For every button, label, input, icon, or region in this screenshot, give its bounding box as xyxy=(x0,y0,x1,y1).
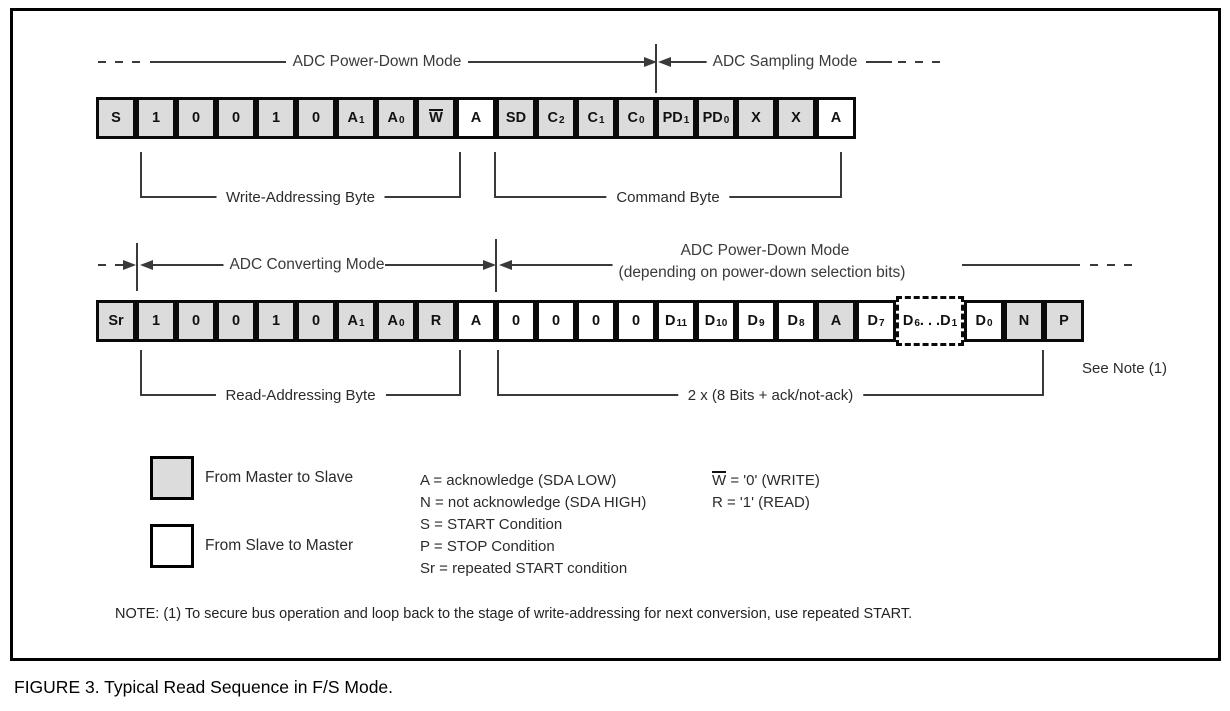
row1-left-line xyxy=(150,61,286,63)
bit-cell-x: X xyxy=(736,97,776,139)
bit-cell-0: 0 xyxy=(496,300,536,342)
row2-mode-right-label-line1: ADC Power-Down Mode xyxy=(675,242,856,260)
definition-s: S = START Condition xyxy=(420,516,563,533)
bit-cell-0: 0 xyxy=(536,300,576,342)
row2-mode-right-label-line2: (depending on power-down selection bits) xyxy=(613,264,912,282)
row1-right-line xyxy=(866,61,892,63)
definition-n: N = not acknowledge (SDA HIGH) xyxy=(420,494,647,511)
bit-cell-a1: A 1 xyxy=(336,300,376,342)
note-text: NOTE: (1) To secure bus operation and loop back to the stage of write-addressing for next conversion, use repeated START. xyxy=(115,606,913,622)
read-addressing-label: Read-Addressing Byte xyxy=(215,387,385,404)
bit-cell-c2: C 2 xyxy=(536,97,576,139)
row1-right-dash-line xyxy=(898,61,940,63)
legend-master-to-slave-swatch xyxy=(150,456,194,500)
bit-cell-a: A xyxy=(456,97,496,139)
row2-tick2 xyxy=(495,239,497,292)
read-addressing-bracket xyxy=(140,350,461,404)
row1-byte-cells xyxy=(96,97,856,139)
bit-cell-a0: A 0 xyxy=(376,300,416,342)
row1-left-dash-line xyxy=(98,61,146,63)
bit-cell-1: 1 xyxy=(256,97,296,139)
row1-left-arrowhead-icon xyxy=(658,57,671,67)
definition-r: R = '1' (READ) xyxy=(712,494,810,511)
row2-left-dash-line xyxy=(98,264,124,266)
row2-tick1-right-arrowhead-icon xyxy=(123,260,136,270)
legend-slave-to-master-label: From Slave to Master xyxy=(205,537,354,554)
see-note-label: See Note (1) xyxy=(1082,360,1168,377)
definition-w: W = '0' (WRITE) xyxy=(712,472,820,489)
bit-cell-1: 1 xyxy=(136,300,176,342)
bit-cell-a0: A 0 xyxy=(376,97,416,139)
row2-tick1 xyxy=(136,243,138,291)
definition-sr: Sr = repeated START condition xyxy=(420,560,628,577)
bit-cell-a: A xyxy=(456,300,496,342)
legend-slave-to-master-swatch xyxy=(150,524,194,568)
bit-cell-0: 0 xyxy=(216,97,256,139)
legend-master-to-slave-label: From Master to Slave xyxy=(205,469,354,486)
w-overline: W xyxy=(712,472,727,489)
bit-cell-0: 0 xyxy=(176,300,216,342)
command-byte-label: Command Byte xyxy=(606,189,729,206)
data-bits-label: 2 x (8 Bits + ack/not-ack) xyxy=(678,387,863,404)
bit-cell-1: 1 xyxy=(256,300,296,342)
row2-powerdown-left-line xyxy=(511,264,627,266)
bit-cell-d0: D 0 xyxy=(964,300,1004,342)
bit-cell-a1: A 1 xyxy=(336,97,376,139)
bit-cell-a: A xyxy=(816,97,856,139)
bit-cell-d8: D 8 xyxy=(776,300,816,342)
bit-cell-c1: C 1 xyxy=(576,97,616,139)
bit-cell-1: 1 xyxy=(136,97,176,139)
row1-mode-right-label: ADC Sampling Mode xyxy=(707,53,864,71)
row1-mode-left-label: ADC Power-Down Mode xyxy=(287,53,468,71)
figure-caption: FIGURE 3. Typical Read Sequence in F/S Mode. xyxy=(14,677,394,697)
row2-mode-left-label: ADC Converting Mode xyxy=(223,256,390,274)
row2-byte-cells xyxy=(96,296,1084,346)
bit-cell-pd1: PD 1 xyxy=(656,97,696,139)
bit-cell-d11: D 11 xyxy=(656,300,696,342)
definitions-column-2 xyxy=(712,470,820,514)
bit-cell-d7: D 7 xyxy=(856,300,896,342)
bit-cell-0: 0 xyxy=(216,300,256,342)
row1-mode-divider-tick xyxy=(655,44,657,93)
bit-cell-c0: C 0 xyxy=(616,97,656,139)
bit-cell-pd0: PD 0 xyxy=(696,97,736,139)
row2-powerdown-right-line xyxy=(962,264,1080,266)
bit-cell-sd: SD xyxy=(496,97,536,139)
bit-cell-0: 0 xyxy=(176,97,216,139)
bit-cell-sr: Sr xyxy=(96,300,136,342)
bit-cell-0: 0 xyxy=(296,300,336,342)
bit-cell-a: A xyxy=(816,300,856,342)
bit-cell-d9: D 9 xyxy=(736,300,776,342)
bit-cell-0: 0 xyxy=(296,97,336,139)
bit-cell-0: 0 xyxy=(576,300,616,342)
bit-cell-n: N xyxy=(1004,300,1044,342)
bit-cell-d6d1: D 6 . . .D 1 xyxy=(896,296,964,346)
bit-cell-x: X xyxy=(776,97,816,139)
row1-left-arrow-line xyxy=(468,61,646,63)
row2-right-dash-line xyxy=(1090,264,1136,266)
write-addressing-label: Write-Addressing Byte xyxy=(216,189,385,206)
definition-p: P = STOP Condition xyxy=(420,538,555,555)
bit-cell-r: R xyxy=(416,300,456,342)
bit-cell-w: W xyxy=(416,97,456,139)
command-byte-bracket xyxy=(494,152,842,206)
bit-cell-d10: D 10 xyxy=(696,300,736,342)
row2-converting-right-line xyxy=(385,264,484,266)
definitions-column-1 xyxy=(420,470,646,580)
bit-cell-p: P xyxy=(1044,300,1084,342)
bit-cell-0: 0 xyxy=(616,300,656,342)
definition-a: A = acknowledge (SDA LOW) xyxy=(420,472,617,489)
data-bits-bracket xyxy=(497,350,1044,404)
bit-cell-s: S xyxy=(96,97,136,139)
row1-sampling-line xyxy=(671,61,707,63)
write-addressing-bracket xyxy=(140,152,461,206)
